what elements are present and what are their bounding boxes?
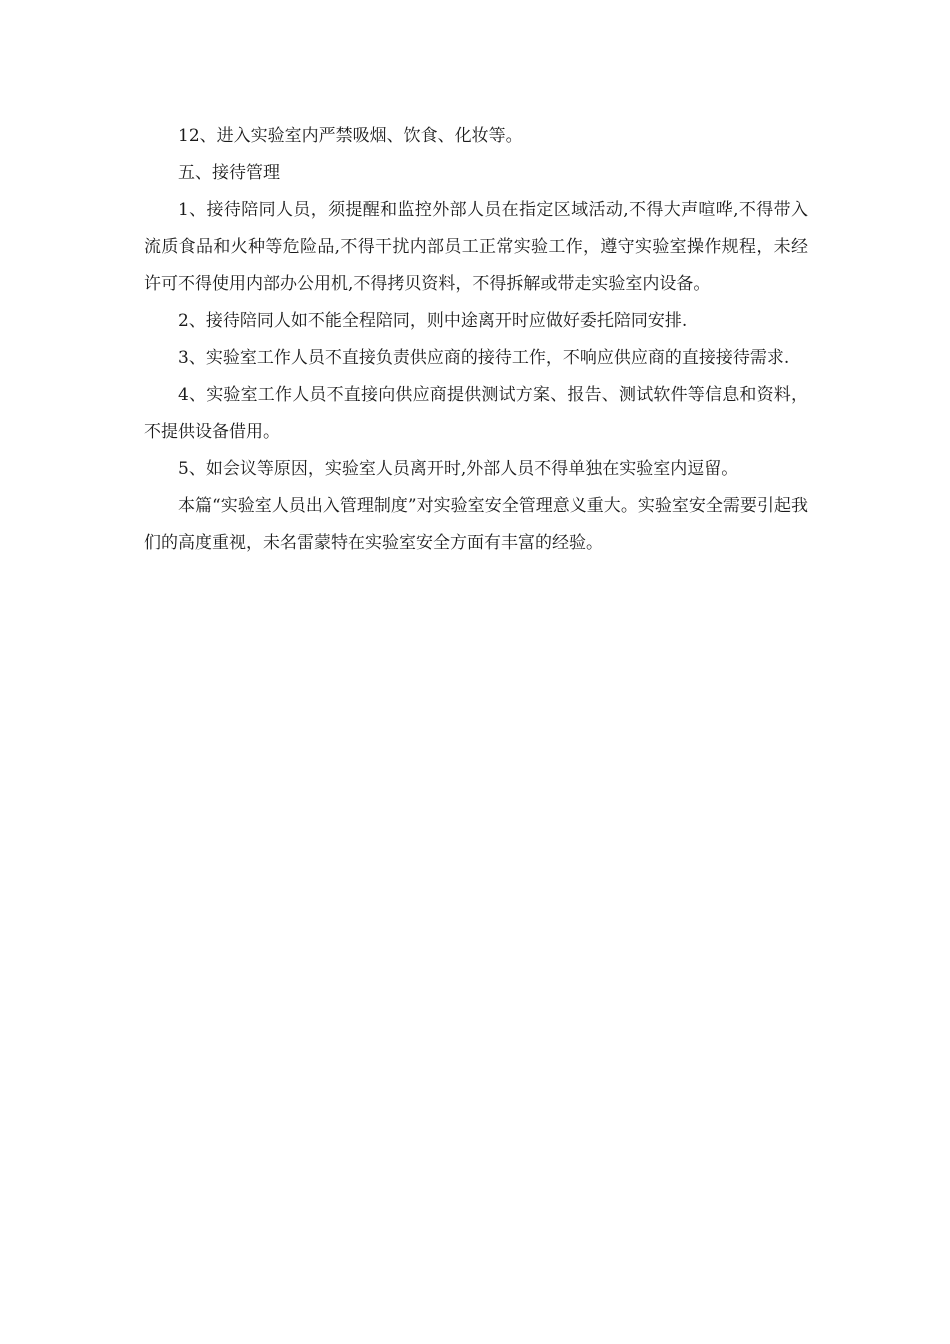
paragraph-reception-4: 4、实验室工作人员不直接向供应商提供测试方案、报告、测试软件等信息和资料，不提供设备借用。 bbox=[144, 385, 808, 442]
document-body bbox=[144, 118, 808, 562]
paragraph-reception-3: 3、实验室工作人员不直接负责供应商的接待工作，不响应供应商的直接接待需求. bbox=[178, 348, 790, 368]
paragraph-reception-2: 2、接待陪同人如不能全程陪同，则中途离开时应做好委托陪同安排. bbox=[178, 311, 688, 331]
paragraph-rule-12: 12、进入实验室内严禁吸烟、饮食、化妆等。 bbox=[178, 126, 523, 146]
section-heading-reception: 五、接待管理 bbox=[178, 163, 280, 183]
paragraph-reception-5: 5、如会议等原因，实验室人员离开时,外部人员不得单独在实验室内逗留。 bbox=[178, 459, 739, 479]
closing-paragraph: 本篇“实验室人员出入管理制度”对实验室安全管理意义重大。实验室安全需要引起我们的高度重视，未名雷蒙特在实验室安全方面有丰富的经验。 bbox=[144, 496, 808, 553]
paragraph-reception-1: 1、接待陪同人员，须提醒和监控外部人员在指定区域活动,不得大声喧哗,不得带入流质食品和火种等危险品,不得干扰内部员工正常实验工作，遵守实验室操作规程，未经许可不得使用内部办公用机,不得拷贝资料，不得拆解或带走实验室内设备。 bbox=[144, 200, 808, 294]
